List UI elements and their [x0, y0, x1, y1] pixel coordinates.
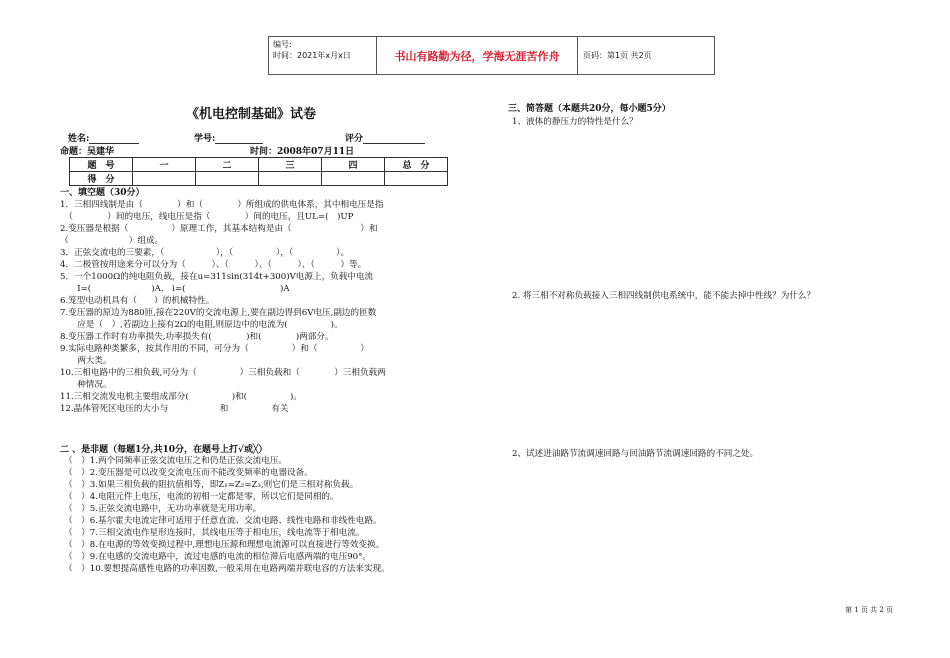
score-field [345, 131, 425, 144]
score-table-header: 一 [133, 158, 196, 172]
name-blank [89, 134, 139, 144]
page-label: 页码：第1页 共2页 [583, 51, 652, 60]
fill-line: 应是（ ）,若副边上接有2Ω的电阻,则原边中的电流为( )。 [60, 320, 343, 330]
score-cell [196, 172, 259, 186]
fill-line: 2.变压器是根据（ ）原理工作，其基本结构是由（ ）和 [60, 224, 378, 234]
header-meta [269, 37, 377, 74]
true-false-item: （ ）10.要想提高感性电路的功率因数,一般采用在电路两端并联电容的方法来实现。 [64, 564, 390, 574]
fill-line: 11.三相交流发电机主要组成部分( )和( )。 [60, 392, 302, 402]
author: 命题：吴建华 [60, 147, 115, 157]
score-table-header: 总 分 [385, 158, 448, 172]
name-label: 姓名: [68, 134, 90, 144]
fill-line: （ ）组成。 [60, 236, 164, 246]
fill-line: 两大类。 [60, 356, 112, 366]
score-blank [363, 134, 425, 144]
score-row-label: 得 分 [70, 172, 133, 186]
exam-title: 《机电控制基础》试卷 [186, 107, 317, 122]
id-blank [215, 134, 263, 144]
score-cell [133, 172, 196, 186]
true-false-item: （ ）1.两个同频率正弦交流电压之和仍是正弦交流电压。 [64, 456, 288, 466]
motto: 书山有路勤为径，学海无涯苦作舟 [377, 37, 578, 74]
page-footer: 第 1 页 共 2 页 [845, 606, 894, 614]
score-table-header: 题 号 [70, 158, 133, 172]
section3-title: 三、简答题（本题共20分，每小题5分） [508, 104, 671, 114]
fill-line: I=( )A. i=( )A [60, 284, 290, 294]
true-false-item: （ ）7.三相交流电作星形连接时，其线电压等于相电压，线电流等于相电流。 [64, 528, 365, 538]
true-false-item: （ ）3.如果三相负载的阻抗值相等，即Z₁=Z₂=Z₃,则它们是三相对称负载。 [64, 480, 359, 490]
fill-line: （ ）间的电压，线电压是指（ ）间的电压，且UL=( )UP [60, 212, 354, 222]
score-cell [259, 172, 322, 186]
question-1: 1、液体的静压力的特性是什么？ [512, 117, 638, 127]
id-field [194, 131, 263, 144]
id-label: 学号: [194, 134, 216, 144]
section2-title: 二 、是非题（每题1分,共10分，在题号上打√或╳） [60, 445, 268, 455]
time-label: 时间：2021年x月x日 [273, 51, 351, 60]
section1-body [60, 199, 386, 415]
score-table-header-row [70, 158, 448, 172]
document-header [268, 36, 715, 75]
true-false-item: （ ）6.基尔霍夫电流定律可适用于任意直流、交流电路、线性电路和非线性电路。 [64, 516, 382, 526]
fill-line: 8.变压器工作时有功率损失,功率损失有( )和( )两部分。 [60, 332, 334, 342]
score-table [69, 157, 448, 186]
score-table-row [70, 172, 448, 186]
true-false-item: （ ）8.在电源的等效变换过程中,理想电压源和理想电流源可以直接进行等效变换。 [64, 540, 385, 550]
true-false-item: （ ）2.变压器是可以改变交流电压而不能改变频率的电器设备。 [64, 468, 313, 478]
section2-body [64, 455, 390, 575]
score-table-header: 三 [259, 158, 322, 172]
number-label: 编号: [273, 40, 292, 49]
fill-line: 7.变压器的原边为880匝,接在220V的交流电源上,要在副边得到6V电压,副边的匝数 [60, 308, 377, 318]
fill-line: 6.笼型电动机具有（ ）的机械特性。 [60, 296, 215, 306]
question-2: 2. 将三相不对称负载接入三相四线制供电系统中，能不能去掉中性线？为什么？ [512, 291, 816, 301]
score-table-header: 四 [322, 158, 385, 172]
fill-line: 4．二极管按用途来分可以分为（ ）、（ ）、（ ）、（ ）等。 [60, 260, 367, 270]
true-false-item: （ ）4.电阻元件上电压，电流的初相一定都是零，所以它们是同相的。 [64, 492, 339, 502]
name-field [68, 131, 139, 144]
score-cell [385, 172, 448, 186]
fill-line: 10.三相电路中的三相负载,可分为（ ）三相负载和（ ）三相负载两 [60, 368, 386, 378]
score-table-header: 二 [196, 158, 259, 172]
fill-line: 12.晶体管死区电压的大小与 和 有关 [60, 404, 289, 414]
fill-line: 5．一个1000Ω的纯电阻负载，接在u=311sin(314t+300)V电源上，负载中电流 [60, 272, 374, 282]
score-label: 评分 [345, 134, 364, 144]
section1-title: 一、填空题（30分） [60, 188, 145, 198]
true-false-item: （ ）9.在电感的交流电路中，流过电感的电流的相位滞后电感两端的电压90°。 [64, 552, 372, 562]
question-3: 2、试述进油路节流调速回路与回油路节流调速回路的不同之处。 [512, 449, 759, 459]
score-cell [322, 172, 385, 186]
true-false-item: （ ）5.正弦交流电路中，无功功率就是无用功率。 [64, 504, 262, 514]
fill-line: 种情况。 [60, 380, 112, 390]
exam-date: 时间：2008年07月11日 [250, 147, 355, 157]
fill-line: 9.实际电路种类繁多，按其作用的不同，可分为（ ）和（ ） [60, 344, 369, 354]
fill-line: 3．正弦交流电的三要素，（ ），（ ），（ ）。 [60, 248, 350, 258]
fill-line: 1．三相四线制是由（ ）和（ ）所组成的供电体系，其中相电压是指 [60, 200, 384, 210]
